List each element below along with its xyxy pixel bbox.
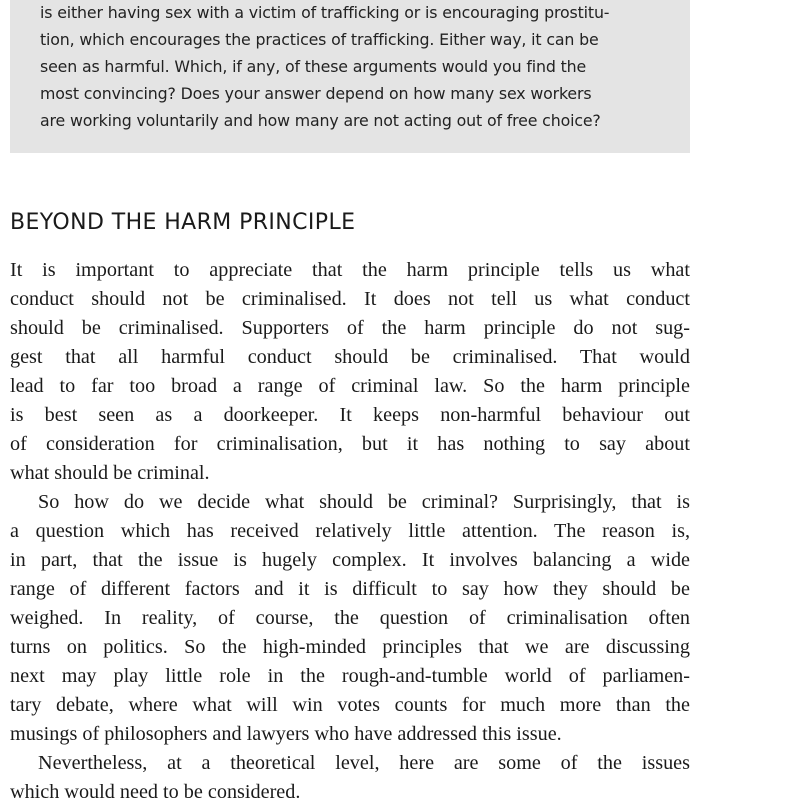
paragraph-2-line: tary debate, where what will win votes counts for much more than the bbox=[10, 694, 690, 716]
box-line: seen as harmful. Which, if any, of these arguments would you find the bbox=[40, 57, 587, 76]
paragraph-2-line: range of different factors and it is difficult to say how they should be bbox=[10, 578, 690, 600]
box-line: tion, which encourages the practices of trafficking. Either way, it can be bbox=[40, 30, 599, 49]
paragraph-1-line: of consideration for criminalisation, but it has nothing to say about bbox=[10, 433, 690, 455]
paragraph-1-line: lead to far too broad a range of criminal law. So the harm principle bbox=[10, 375, 690, 397]
paragraph-1-line: is best seen as a doorkeeper. It keeps non-harmful behaviour out bbox=[10, 404, 690, 426]
box-line: is either having sex with a victim of trafficking or is encouraging prostitu- bbox=[40, 3, 610, 22]
paragraph-2-line: next may play little role in the rough-and-tumble world of parliamen- bbox=[10, 665, 690, 687]
paragraph-2-line: musings of philosophers and lawyers who have addressed this issue. bbox=[10, 723, 562, 745]
paragraph-1-line: gest that all harmful conduct should be criminalised. That would bbox=[10, 346, 690, 368]
section-heading: BEYOND THE HARM PRINCIPLE bbox=[10, 210, 356, 235]
paragraph-1-line: It is important to appreciate that the harm principle tells us what bbox=[10, 259, 690, 281]
paragraph-2-line: a question which has received relatively little attention. The reason is, bbox=[10, 520, 690, 542]
paragraph-2-line: So how do we decide what should be criminal? Surprisingly, that is bbox=[38, 491, 690, 513]
paragraph-2-line: in part, that the issue is hugely complex. It involves balancing a wide bbox=[10, 549, 690, 571]
paragraph-3-line: Nevertheless, at a theoretical level, here are some of the issues bbox=[38, 752, 690, 774]
box-line: are working voluntarily and how many are not acting out of free choice? bbox=[40, 111, 601, 130]
paragraph-2-line: weighed. In reality, of course, the question of criminalisation often bbox=[10, 607, 690, 629]
paragraph-3-line: which would need to be considered. bbox=[10, 781, 301, 803]
box-line: most convincing? Does your answer depend on how many sex workers bbox=[40, 84, 592, 103]
paragraph-1-line: conduct should not be criminalised. It does not tell us what conduct bbox=[10, 288, 690, 310]
paragraph-2-line: turns on politics. So the high-minded principles that we are discussing bbox=[10, 636, 690, 658]
paragraph-1-line: what should be criminal. bbox=[10, 462, 210, 484]
paragraph-1-line: should be criminalised. Supporters of the harm principle do not sug- bbox=[10, 317, 690, 339]
